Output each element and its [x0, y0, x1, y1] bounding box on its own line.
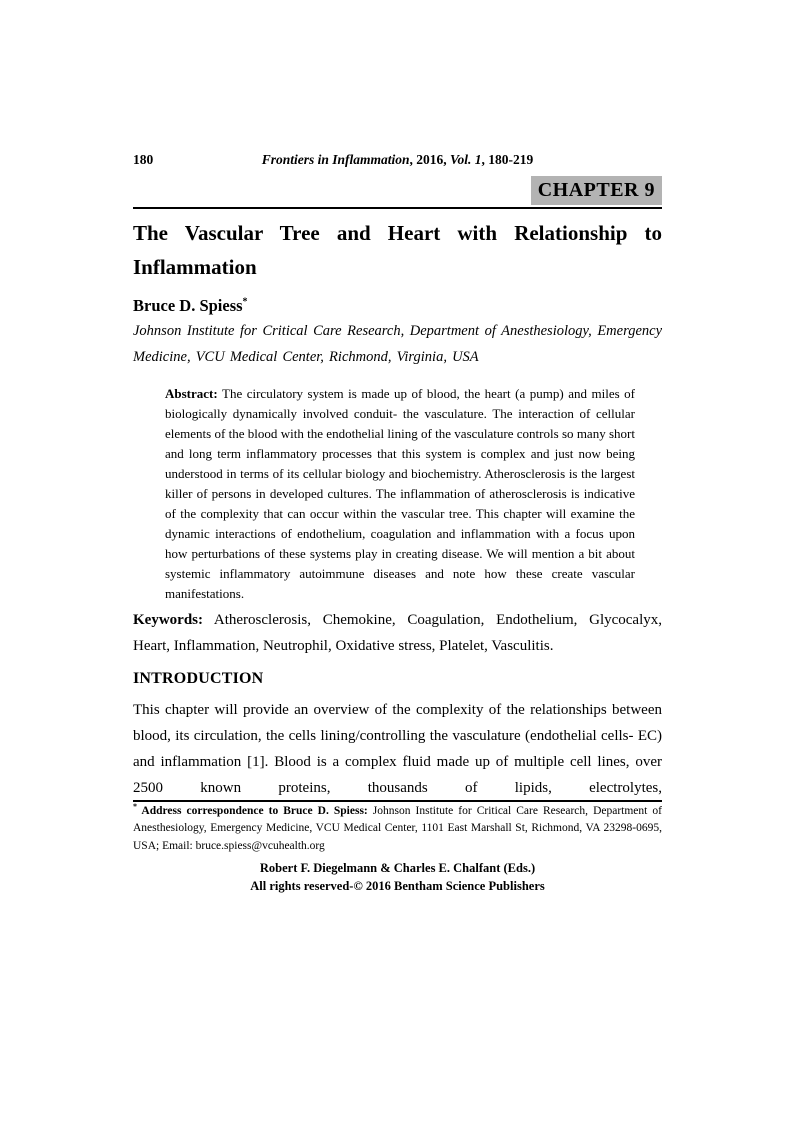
publisher-block [133, 860, 662, 895]
footnote-label: Address correspondence to Bruce D. Spiess: [137, 805, 368, 817]
author-affiliation: Johnson Institute for Critical Care Research, Department of Anesthesiology, Emergency Medicine, VCU Medical Center, Richmond, Virginia, USA [133, 323, 662, 365]
editors-line: Robert F. Diegelmann & Charles E. Chalfant (Eds.) [259, 861, 536, 875]
chapter-title: The Vascular Tree and Heart with Relationship to Inflammation [133, 221, 662, 279]
chapter-badge: CHAPTER 9 [531, 176, 662, 205]
author-line [133, 295, 662, 317]
abstract-text: The circulatory system is made up of blood, the heart (a pump) and miles of biologically dynamically involved conduit- the vasculature. The interaction of cellular elements of the blood with the endothelial lining of the vasculature controls so many short and long term inflammatory processes that this system is complex and just now being understood in terms of its cellular biology and biochemistry. Atherosclerosis is the largest killer of persons in developed cultures. The inflammation of atherosclerosis is indicative of the complexity that can occur within the vascular tree. This chapter will examine the dynamic interactions of endothelium, coagulation and inflammation with a focus upon how perturbations of these systems play in creating disease. We will mention a bit about systemic inflammatory autoimmune diseases and note how these create vascular manifestations. [165, 386, 635, 601]
footnote-divider [133, 800, 662, 802]
journal-volume: Vol. 1 [450, 152, 482, 167]
journal-reference [133, 152, 662, 168]
correspondence-footnote [133, 803, 662, 855]
keywords-block [133, 607, 662, 659]
footnote-mark: * [133, 802, 137, 812]
rights-line: All rights reserved-© 2016 Bentham Science Publishers [250, 878, 545, 893]
abstract-label: Abstract: [165, 386, 218, 401]
keywords-label: Keywords: [133, 612, 203, 628]
abstract-block [165, 384, 635, 604]
author-name: Bruce D. Spiess [133, 296, 243, 315]
page-number: 180 [133, 152, 154, 167]
introduction-paragraph: This chapter will provide an overview of the complexity of the relationships between blood, its circulation, the cells lining/controlling the vasculature (endothelial cells- EC) and inflammation [1]. Blood is a complex fluid made up of multiple cell lines, over 2500 known proteins, thousands of lipids, electrolytes, [133, 702, 662, 796]
footnote-text: Johnson Institute for Critical Care Research, Department of Anesthesiology, Emergency Medicine, VCU Medical Center, 1101 East Marshall St, Richmond, VA 23298-0695, USA; Email: bruce.spiess@vcuhealth.org [133, 805, 662, 852]
keywords-text: Atherosclerosis, Chemokine, Coagulation, Endothelium, Glycocalyx, Heart, Inflammation, Neutrophil, Oxidative stress, Platelet, Vasculitis. [133, 612, 662, 654]
author-correspondence-mark: * [242, 296, 248, 308]
section-heading-introduction: INTRODUCTION [133, 670, 264, 687]
header-divider [133, 207, 662, 209]
journal-page-range: , 180-219 [481, 152, 534, 167]
journal-name: Frontiers in Inflammation [261, 152, 410, 167]
page-header [133, 152, 662, 168]
journal-year: , 2016, [409, 152, 451, 167]
